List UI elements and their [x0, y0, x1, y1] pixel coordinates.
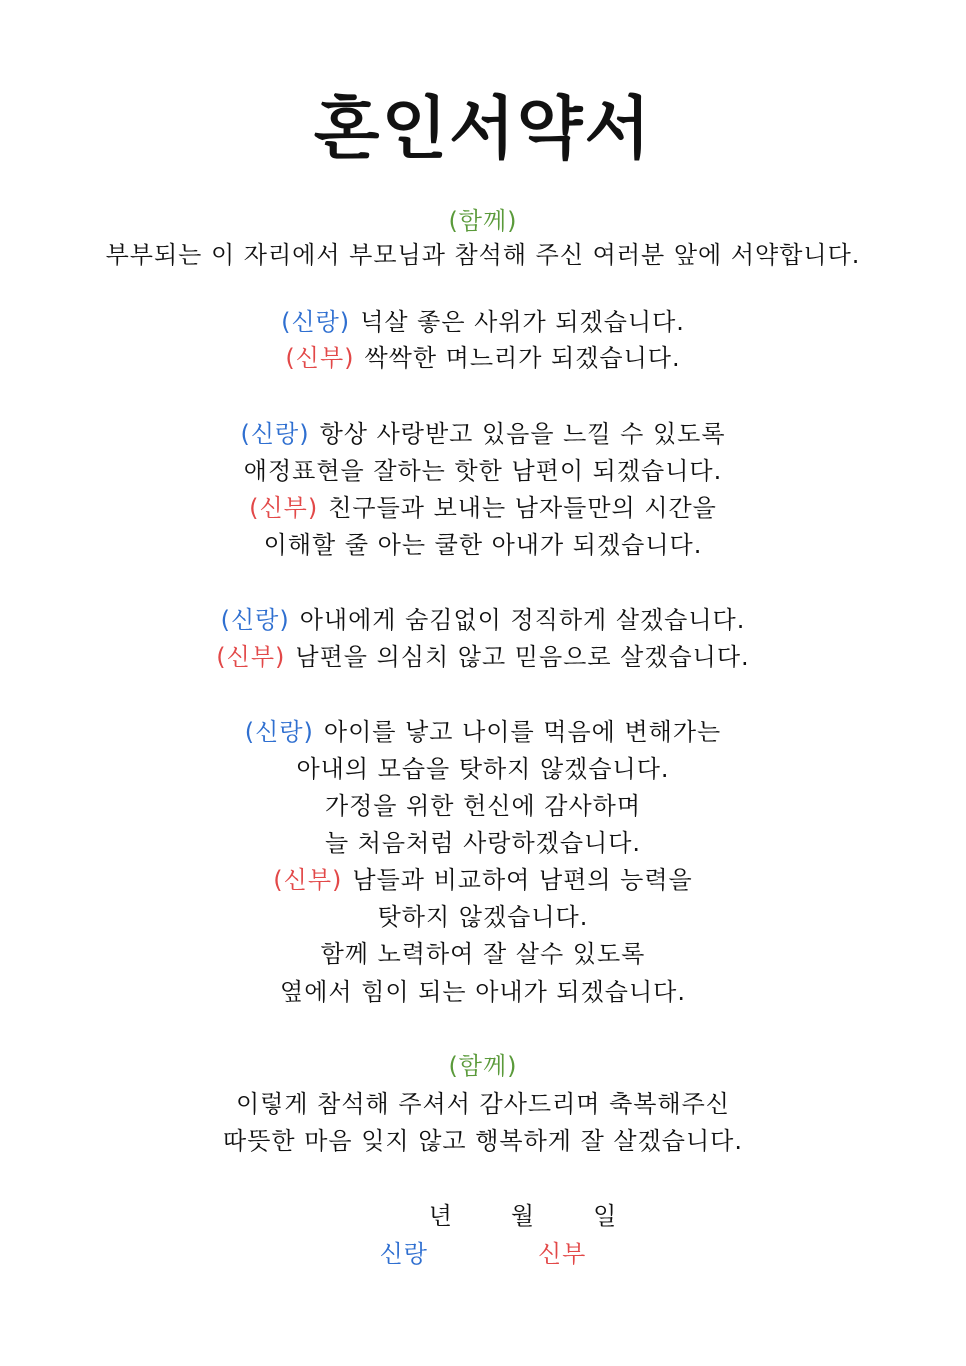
vow-text: 넉살 좋은 사위가 되겠습니다. — [360, 308, 685, 336]
vow-text: 남들과 비교하여 남편의 능력을 — [352, 866, 693, 894]
section4-groom-line — [0, 603, 966, 637]
vow-text: 탓하지 않겠습니다. — [377, 903, 589, 931]
closing-line-2 — [0, 1124, 966, 1158]
date-year: 년 — [428, 1202, 453, 1230]
vow-text: 옆에서 힘이 되는 아내가 되겠습니다. — [280, 978, 686, 1006]
vow-text: 함께 노력하여 잘 살수 있도록 — [320, 940, 646, 968]
together-label-2 — [0, 1049, 966, 1083]
signature-row — [0, 1237, 966, 1271]
closing-line-1 — [0, 1087, 966, 1121]
signature-groom: 신랑 — [379, 1240, 428, 1268]
section3-groom-line-2 — [0, 454, 966, 488]
section3-bride-line-1 — [0, 491, 966, 525]
groom-label: (신랑) — [244, 718, 314, 746]
section5-groom-line-1 — [0, 715, 966, 749]
section5-bride-line-2 — [0, 900, 966, 934]
closing-text: 따뜻한 마음 잊지 않고 행복하게 잘 살겠습니다. — [223, 1127, 743, 1155]
together-label: (함께) — [448, 1052, 518, 1080]
section2-groom-line — [0, 305, 966, 339]
intro-text: 부부되는 이 자리에서 부모님과 참석해 주신 여러분 앞에 서약합니다. — [105, 241, 861, 269]
section5-bride-line-3 — [0, 937, 966, 971]
groom-label: (신랑) — [281, 308, 351, 336]
groom-label: (신랑) — [220, 606, 290, 634]
signature-bride: 신부 — [538, 1240, 587, 1268]
date-day: 일 — [593, 1202, 618, 1230]
vow-text: 남편을 의심치 않고 믿음으로 살겠습니다. — [295, 643, 750, 671]
section5-groom-line-2 — [0, 752, 966, 786]
document-title: 혼인서약서 — [313, 90, 653, 169]
closing-text: 이렇게 참석해 주셔서 감사드리며 축복해주신 — [235, 1090, 730, 1118]
vow-text: 아내에게 숨김없이 정직하게 살겠습니다. — [299, 606, 746, 634]
together-label: (함께) — [448, 207, 518, 235]
date-row — [0, 1199, 966, 1233]
intro-line — [0, 238, 966, 272]
vow-text: 싹싹한 며느리가 되겠습니다. — [364, 344, 681, 372]
bride-label: (신부) — [285, 344, 355, 372]
together-label-1 — [0, 204, 966, 238]
vow-text: 아내의 모습을 탓하지 않겠습니다. — [296, 755, 670, 783]
vow-text: 가정을 위한 헌신에 감사하며 — [324, 792, 642, 820]
section5-bride-line-1 — [0, 863, 966, 897]
bride-label: (신부) — [216, 643, 286, 671]
section5-groom-line-3 — [0, 789, 966, 823]
bride-label: (신부) — [249, 494, 319, 522]
vow-text: 항상 사랑받고 있음을 느낄 수 있도록 — [319, 420, 726, 448]
section2-bride-line — [0, 341, 966, 375]
vow-text: 애정표현을 잘하는 핫한 남편이 되겠습니다. — [243, 457, 723, 485]
bride-label: (신부) — [273, 866, 343, 894]
section5-bride-line-4 — [0, 975, 966, 1009]
section3-groom-line-1 — [0, 417, 966, 451]
vow-text: 이해할 줄 아는 쿨한 아내가 되겠습니다. — [263, 531, 703, 559]
section4-bride-line — [0, 640, 966, 674]
section5-groom-line-4 — [0, 826, 966, 860]
vow-text: 친구들과 보내는 남자들만의 시간을 — [328, 494, 717, 522]
groom-label: (신랑) — [240, 420, 310, 448]
vow-text: 아이를 낳고 나이를 먹음에 변해가는 — [323, 718, 722, 746]
date-month: 월 — [510, 1202, 536, 1230]
section3-bride-line-2 — [0, 528, 966, 562]
vow-text: 늘 처음처럼 사랑하겠습니다. — [324, 829, 642, 857]
